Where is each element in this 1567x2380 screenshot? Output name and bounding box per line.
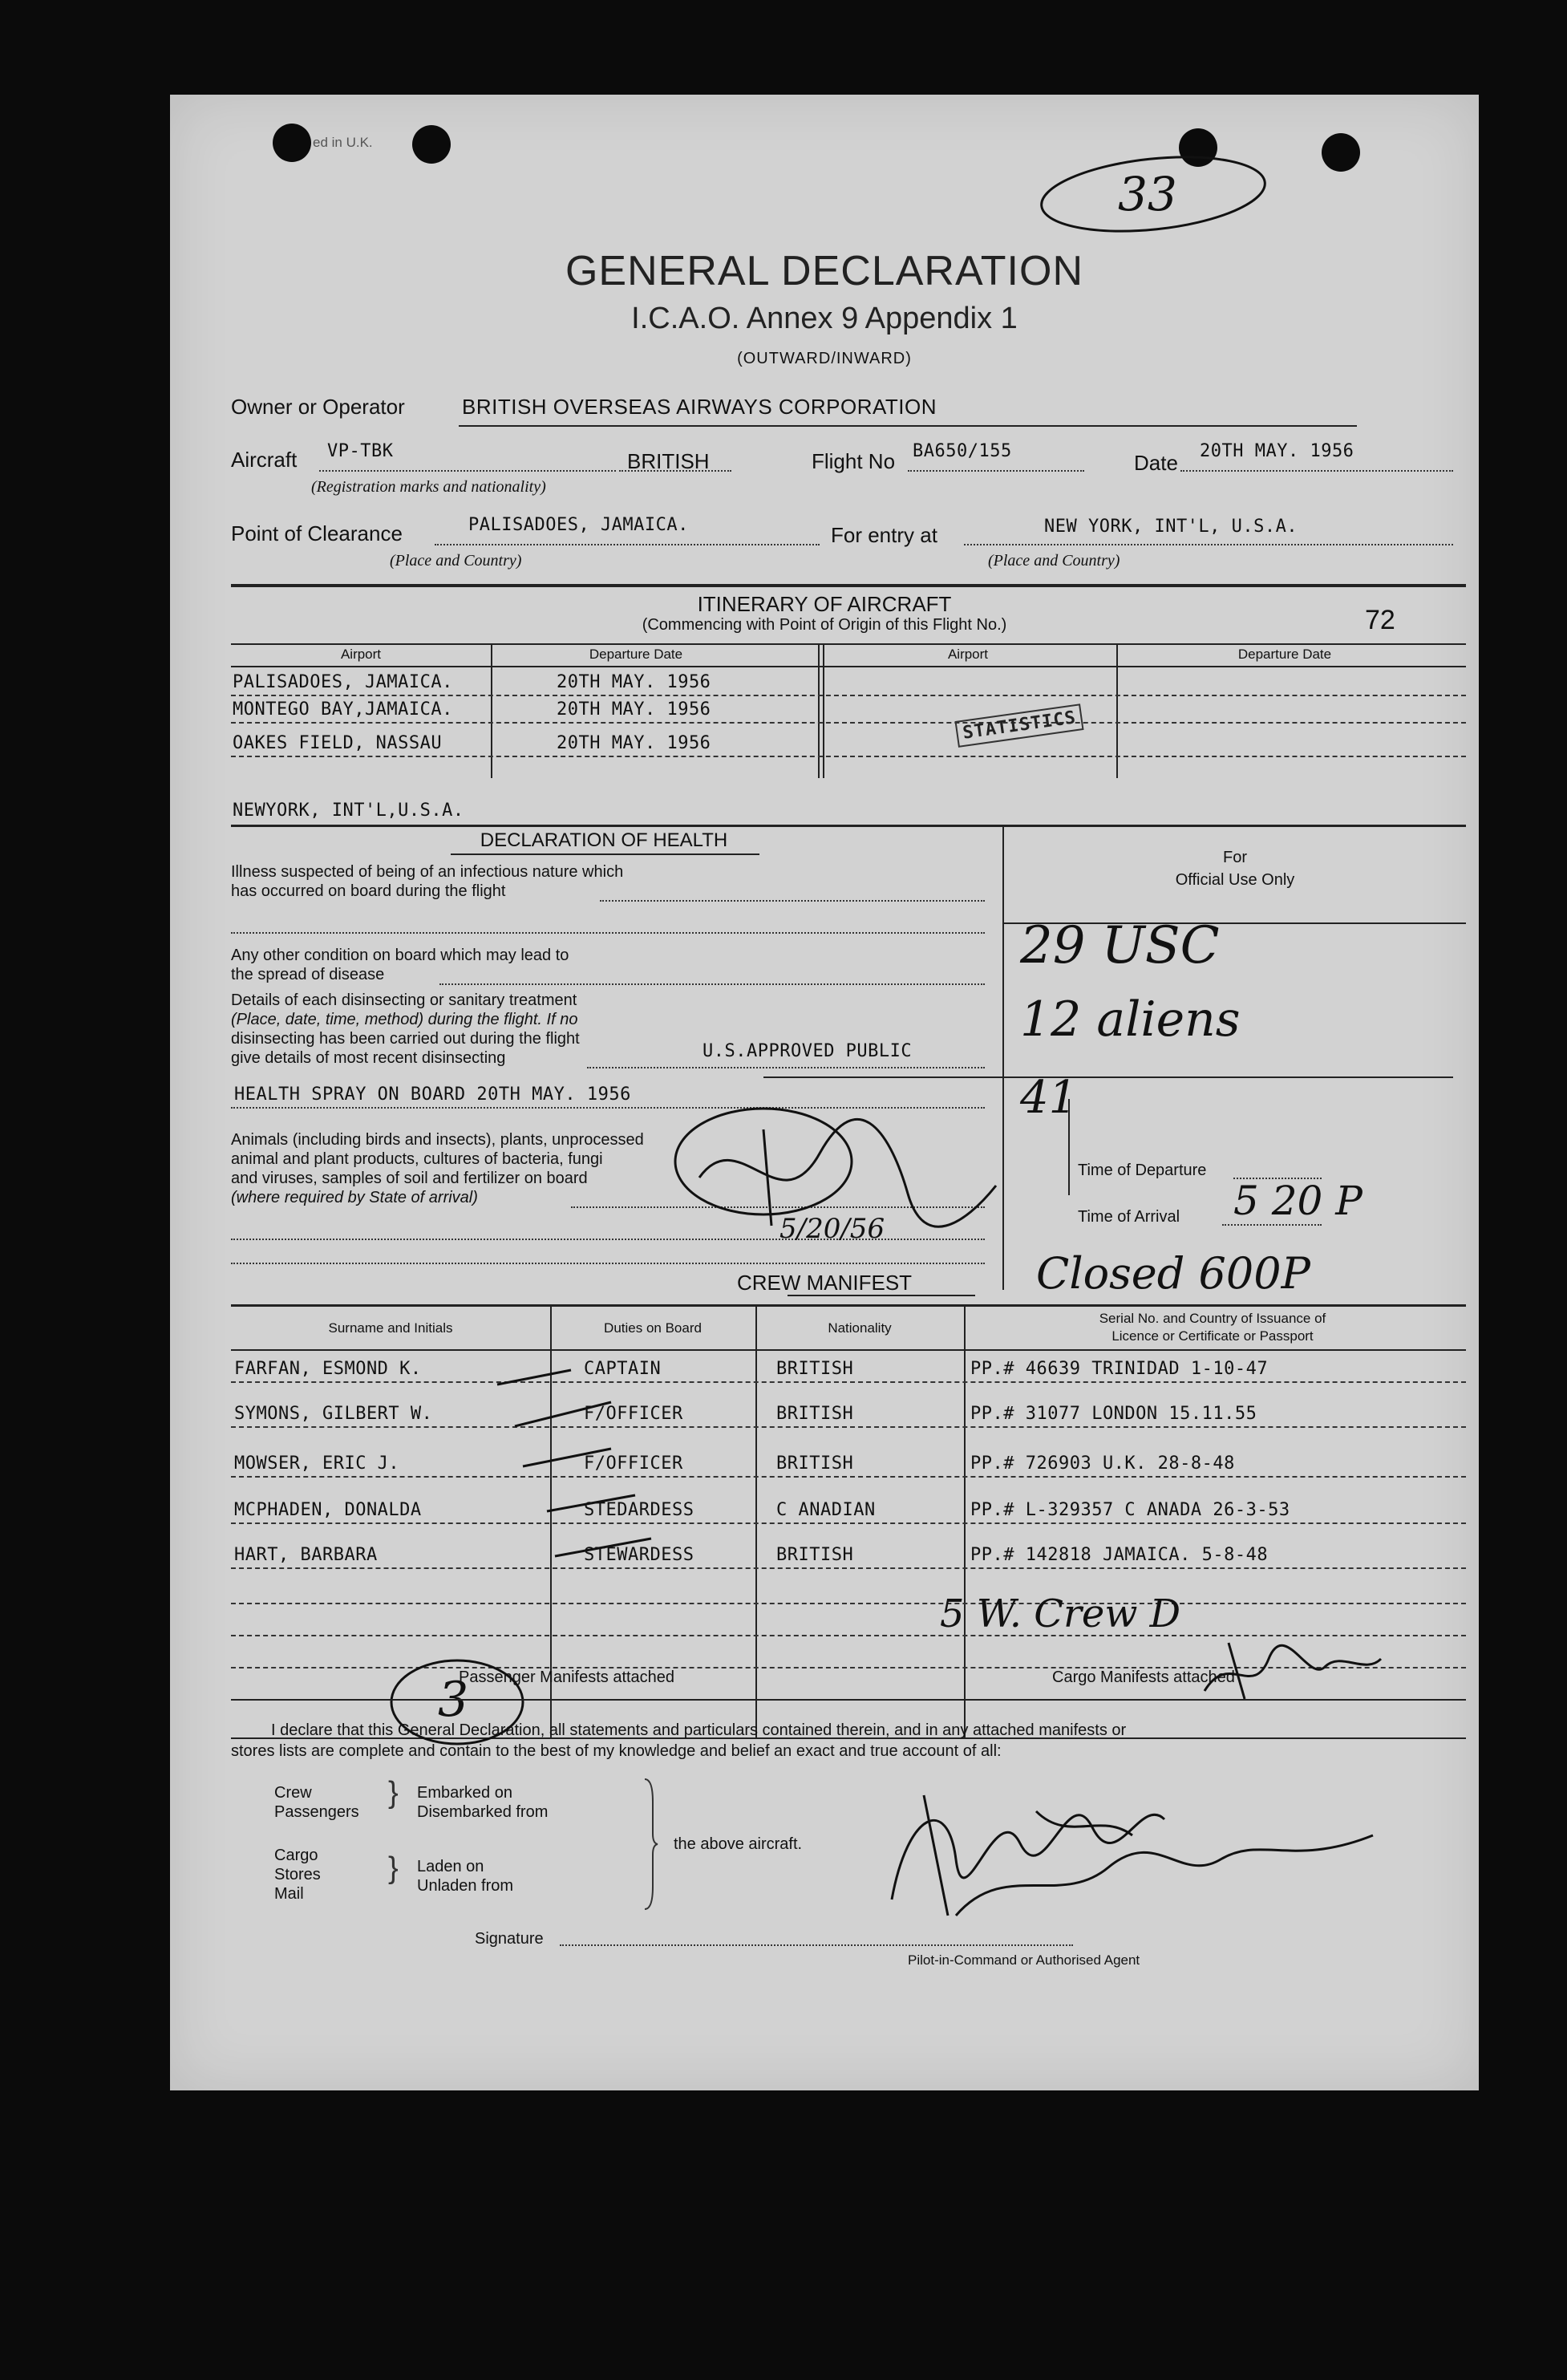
itin-col-departure: Departure Date	[589, 647, 683, 662]
health-q4-line1: Animals (including birds and insects), plants, unprocessed	[231, 1131, 644, 1149]
itinerary-handwritten-number: 72	[1365, 605, 1395, 635]
crew-check-marks	[491, 1346, 779, 1587]
declaration-form: ed in U.K. 33 GENERAL DECLARATION I.C.A.O. Annex 9 Appendix 1 (OUTWARD/INWARD) Owner or Operator BRITISH OVERSEAS AIRWAYS CORPORATION Aircraft VP-TBK BRITISH Flight No BA650/155 Date 20TH MAY. 1956 (Registration marks and nationality) Point of Clearance PALISADOES, JAMAICA. (Place and Country) For entry at NEW YORK, INT'L, U.S.A. (Place and Country) ITINERARY OF AIRCRAFT (Commencing with Point of Origin of this Flight No.) 72 Airport Departure Date Airport Departure Date PALISADOES, JAMAICA. 20TH MAY. 1956 MONTEGO BAY,JAMAICA. 20TH MAY. 1956 OAKES FIELD, NASSAU 20TH MAY. 1956 NEWYORK, INT'L,U.S.A. STATISTICS DECLARATION OF HEALTH Illness suspected of being of an infectious nature which has occurred on board during the flight Any other condition on board which may lead to the spread of disease Details of each disinsecting or sanitary treatment (Place, date, time, method) during the flight. If no disinsecting has been carried out during the flight give details of most recent disinsecting U.S.APPROVED PUBLIC HEALTH SPRAY ON BOARD 20TH MAY. 1956 Animals (including birds and insects), plants, unprocessed animal and plant products, cultures of bacteria, fungi and viruses, samples of soil and fertilizer on board (where required by State of arrival) 5/20/56 For Official Use Only 29 USC 12 aliens 41 Time of Departure Time of Arrival 5 20 P Closed 600P CREW MANIFEST Surname and Initials Duties on Board Nationality Serial No. and Country of Issuance of Licence or Certificate or Passport FARFAN, ESMOND K. CAPTAIN BRITISH PP.# 46639 TRINIDAD 1-10-47 SYMONS, GILBERT W. F/OFFICER BRITISH PP.# 31077 LONDON 15.11.55 MOWSER, ERIC J. F/OFFICER BRITISH PP.# 726903 U.K. 28-8-48 MCPHADEN, DONALDA STEDARDESS C ANADIAN PP.# L-329357 C ANADA 26-3-53 HART, BARBARA STEWARDESS BRITISH PP.# 142818 JAMAICA. 5-8-48 5 W. Crew D 3 Passenger Manifests attached Cargo Manifests attached I declare that this General Declaration, all statements and particulars contained therein, and in any attached manifests or stores lists are complete and contain to the best of my knowledge and belief an exact and true account of all: Crew Passengers } Embarked on Disembarked from Cargo Stores Mail } Laden on Unladen from the above aircraft. Signature Pilot-in-Command or Authorised Agent	[170, 95, 1479, 2090]
health-q1-line1: Illness suspected of being of an infectious nature which	[231, 863, 624, 881]
crew-row-nationality: BRITISH	[776, 1545, 854, 1565]
crew-row-duty: CAPTAIN	[584, 1359, 662, 1379]
flight-no-label: Flight No	[812, 449, 896, 473]
crew-row-duty: F/OFFICER	[584, 1454, 683, 1474]
health-q4-line3: and viruses, samples of soil and fertilizer on board	[231, 1170, 588, 1187]
crew-handwritten-note: 5 W. Crew D	[940, 1591, 1181, 1636]
punch-hole	[273, 124, 311, 162]
decl-disembarked: Disembarked from	[417, 1803, 549, 1821]
date-value: 20TH MAY. 1956	[1200, 441, 1354, 461]
crew-row-name: MOWSER, ERIC J.	[234, 1454, 400, 1474]
decl-cargo: Cargo	[274, 1847, 318, 1864]
decl-embarked: Embarked on	[417, 1784, 512, 1802]
arrival-value: 5 20 P	[1233, 1178, 1363, 1224]
decl-passengers: Passengers	[274, 1803, 359, 1821]
health-q3-line3: disinsecting has been carried out during the flight	[231, 1030, 580, 1048]
crew-row-name: HART, BARBARA	[234, 1545, 378, 1565]
crew-row-name: SYMONS, GILBERT W.	[234, 1404, 433, 1424]
form-title: GENERAL DECLARATION	[565, 248, 1084, 294]
punch-hole	[412, 125, 451, 164]
entry-sublabel: (Place and Country)	[988, 552, 1120, 570]
crew-row-name: MCPHADEN, DONALDA	[234, 1500, 422, 1520]
crew-row-serial: PP.# 726903 U.K. 28-8-48	[970, 1454, 1235, 1474]
official-title-line2: Official Use Only	[1175, 871, 1295, 889]
decl-crew: Crew	[274, 1784, 312, 1802]
page-number: 33	[1118, 167, 1177, 221]
health-q2-line2: the spread of disease	[231, 966, 385, 983]
operator-value: BRITISH OVERSEAS AIRWAYS CORPORATION	[462, 395, 937, 419]
signature-label: Signature	[475, 1930, 544, 1948]
official-note-2: 12 aliens	[1020, 991, 1241, 1048]
itinerary-subtitle: (Commencing with Point of Origin of this Flight No.)	[642, 616, 1007, 634]
itin-col-departure-2: Departure Date	[1237, 647, 1332, 662]
printer-mark: ed in U.K.	[313, 135, 373, 150]
decl-stores: Stores	[274, 1866, 321, 1883]
official-note-1: 29 USC	[1020, 916, 1220, 975]
health-q3-line1: Details of each disinsecting or sanitary treatment	[231, 991, 577, 1009]
clearance-label: Point of Clearance	[231, 521, 403, 545]
statistics-stamp: STATISTICS	[954, 703, 1084, 748]
decl-large-brace	[643, 1778, 659, 1911]
crew-row-duty: STEWARDESS	[584, 1545, 694, 1565]
crew-row-serial: PP.# 142818 JAMAICA. 5-8-48	[970, 1545, 1269, 1565]
itin-row-airport: MONTEGO BAY,JAMAICA.	[233, 699, 453, 720]
health-q1-line2: has occurred on board during the flight	[231, 882, 506, 900]
aircraft-sublabel: (Registration marks and nationality)	[311, 478, 546, 496]
health-q4-line4: (where required by State of arrival)	[231, 1189, 478, 1206]
declaration-line1: I declare that this General Declaration, all statements and particulars contained therein, and in any attached manifests or	[271, 1721, 1127, 1739]
official-note-3: 41	[1020, 1072, 1078, 1124]
health-title: DECLARATION OF HEALTH	[480, 829, 728, 851]
clearance-sublabel: (Place and Country)	[390, 552, 522, 570]
crew-col-nationality: Nationality	[828, 1320, 892, 1336]
form-subtitle: I.C.A.O. Annex 9 Appendix 1	[631, 302, 1018, 335]
itin-col-airport-2: Airport	[947, 647, 989, 662]
crew-row-nationality: BRITISH	[776, 1359, 854, 1379]
itin-row-airport: OAKES FIELD, NASSAU	[233, 733, 443, 753]
crew-row-duty: F/OFFICER	[584, 1404, 683, 1424]
crew-row-nationality: C ANADIAN	[776, 1500, 876, 1520]
cargo-manifests-label: Cargo Manifests attached	[1052, 1668, 1235, 1686]
crew-title: CREW MANIFEST	[736, 1271, 913, 1295]
pilot-signature	[876, 1763, 1389, 1924]
clearance-value: PALISADOES, JAMAICA.	[468, 515, 689, 535]
crew-row-serial: PP.# 31077 LONDON 15.11.55	[970, 1404, 1257, 1424]
health-q3-answer-2: HEALTH SPRAY ON BOARD 20TH MAY. 1956	[234, 1085, 631, 1105]
official-title-line1: For	[1223, 849, 1247, 866]
entry-value: NEW YORK, INT'L, U.S.A.	[1044, 517, 1298, 537]
health-q3-line2: (Place, date, time, method) during the flight. If no	[231, 1011, 578, 1028]
health-q3-answer-1: U.S.APPROVED PUBLIC	[703, 1041, 913, 1061]
crew-col-duties: Duties on Board	[604, 1320, 702, 1336]
itinerary-title: ITINERARY OF AIRCRAFT	[697, 592, 952, 616]
aircraft-label: Aircraft	[231, 448, 298, 472]
decl-laden: Laden on	[417, 1858, 484, 1875]
passenger-manifests-label: Passenger Manifests attached	[459, 1668, 675, 1686]
decl-mail: Mail	[274, 1885, 304, 1903]
form-direction: (OUTWARD/INWARD)	[737, 350, 912, 367]
crew-col-serial-line1: Serial No. and Country of Issuance of	[1099, 1311, 1326, 1326]
crew-row-duty: STEDARDESS	[584, 1500, 694, 1520]
declaration-line2: stores lists are complete and contain to the best of my knowledge and belief an exact and true account of all:	[231, 1742, 1002, 1760]
signatory-label: Pilot-in-Command or Authorised Agent	[908, 1952, 1140, 1968]
itin-row-airport: NEWYORK, INT'L,U.S.A.	[233, 801, 464, 821]
departure-label: Time of Departure	[1078, 1162, 1207, 1179]
cargo-initials-scribble	[1197, 1635, 1389, 1707]
flight-no-value: BA650/155	[913, 441, 1012, 461]
health-q3-line4: give details of most recent disinsecting	[231, 1049, 506, 1067]
decl-unladen: Unladen from	[417, 1877, 514, 1895]
crew-col-name: Surname and Initials	[328, 1320, 453, 1336]
crew-col-serial-line2: Licence or Certificate or Passport	[1111, 1328, 1314, 1344]
decl-above-aircraft: the above aircraft.	[674, 1835, 803, 1853]
itin-col-airport: Airport	[340, 647, 382, 662]
crew-row-serial: PP.# 46639 TRINIDAD 1-10-47	[970, 1359, 1269, 1379]
crew-row-name: FARFAN, ESMOND K.	[234, 1359, 422, 1379]
operator-label: Owner or Operator	[231, 395, 405, 419]
arrival-label: Time of Arrival	[1078, 1208, 1180, 1226]
entry-label: For entry at	[831, 523, 937, 547]
punch-hole	[1322, 133, 1360, 172]
itin-row-airport: PALISADOES, JAMAICA.	[233, 672, 453, 692]
passenger-count: 3	[438, 1672, 469, 1728]
health-handwritten-date: 5/20/56	[779, 1213, 885, 1245]
itin-row-date: 20TH MAY. 1956	[557, 672, 711, 692]
itin-row-date: 20TH MAY. 1956	[557, 733, 711, 753]
itin-row-date: 20TH MAY. 1956	[557, 699, 711, 720]
aircraft-nationality: BRITISH	[627, 449, 710, 473]
official-closed-note: Closed 600P	[1036, 1248, 1310, 1299]
aircraft-registration: VP-TBK	[327, 441, 394, 461]
health-q2-line1: Any other condition on board which may lead to	[231, 947, 569, 964]
crew-row-nationality: BRITISH	[776, 1404, 854, 1424]
crew-row-serial: PP.# L-329357 C ANADA 26-3-53	[970, 1500, 1290, 1520]
crew-row-nationality: BRITISH	[776, 1454, 854, 1474]
date-label: Date	[1134, 451, 1178, 475]
health-q4-line2: animal and plant products, cultures of bacteria, fungi	[231, 1150, 603, 1168]
